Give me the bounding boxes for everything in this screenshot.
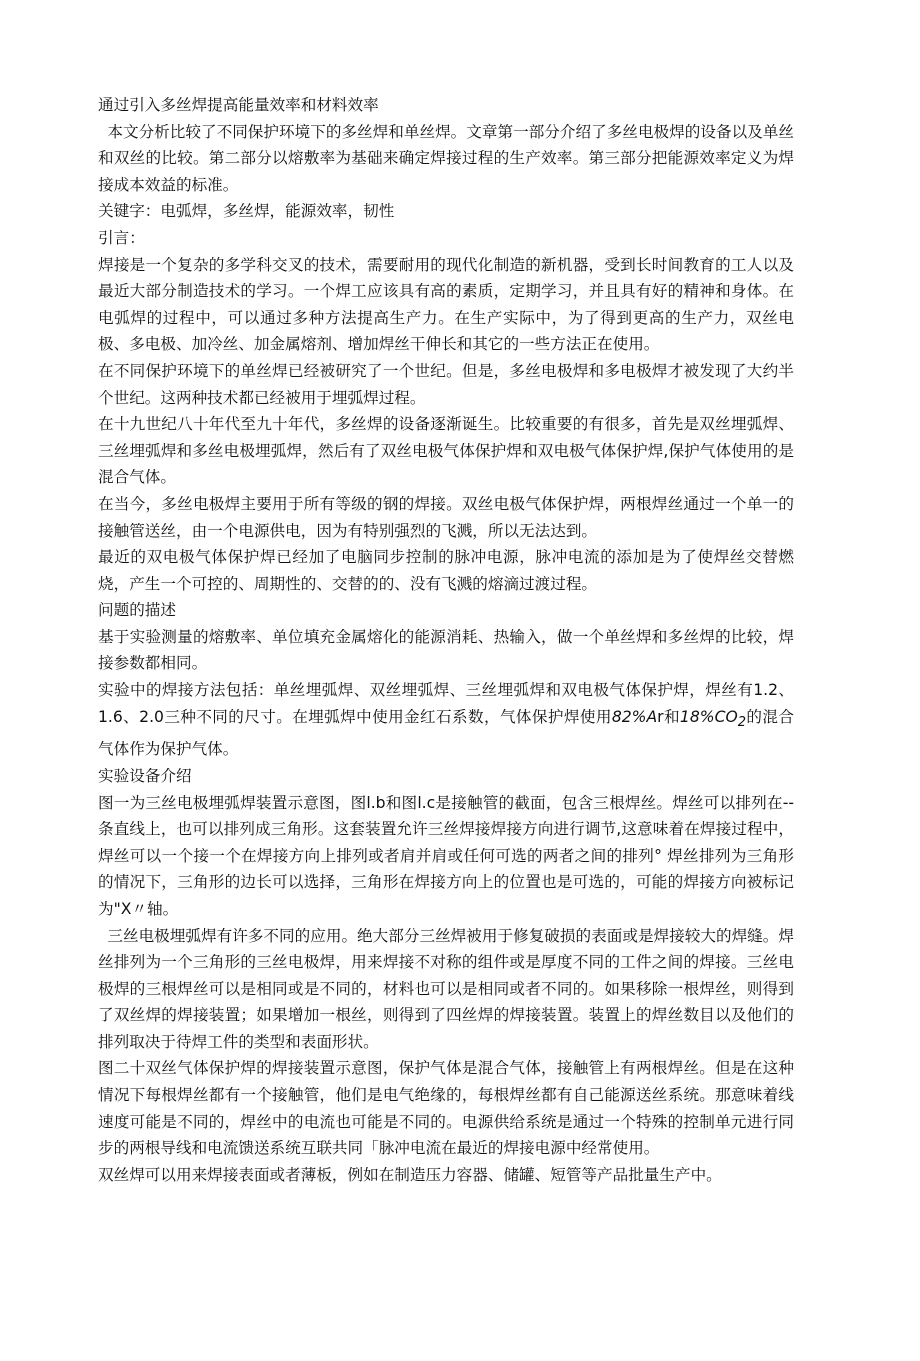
methods-paragraph [98,677,794,763]
intro-paragraph: 在十九世纪八十年代至九十年代，多丝焊的设备逐渐诞生。比较重要的有很多，首先是双丝埋弧焊、三丝埋弧焊和多丝电极埋弧焊，然后有了双丝电极气体保护焊和双电极气体保护焊,保护气体使用的是混合气体。 [98,415,794,487]
intro-heading: 引言： [98,228,145,247]
equipment-paragraph: 三丝电极埋弧焊有许多不同的应用。绝大部分三丝焊被用于修复破损的表面或是焊接较大的焊缝。焊丝排列为一个三角形的三丝电极焊，用来焊接不对称的组件或是厚度不同的工件之间的焊接。三丝电极焊的三根焊丝可以是相同或是不同的，材料也可以是相同或者不同的。如果移除一根焊丝，则得到了双丝焊的焊接装置；如果增加一根丝，则得到了四丝焊的焊接装置。装置上的焊丝数目以及他们的排列取决于待焊工件的类型和表面形状。 [98,926,794,1051]
intro-paragraph: 在当今，多丝电极焊主要用于所有等级的钢的焊接。双丝电极气体保护焊，两根焊丝通过一个单一的接触管送丝，由一个电源供电，因为有特别强烈的飞溅，所以无法达到。 [98,494,794,540]
methods-gas-co2: 18%CO [679,707,738,726]
methods-gas-argon: 82%A [611,707,658,726]
methods-text-a: 实验中的焊接方法包括：单丝埋弧焊、双丝埋弧焊、三丝埋弧焊和双电极气体保护焊，焊丝有1.2、1.6、2.0三种不同的尺寸。在埋弧焊中使用金红石系数，气体保护焊使用 [98,681,794,726]
equipment-paragraph: 双丝焊可以用来焊接表面或者薄板，例如在制造压力容器、储罐、短管等产品批量生产中。 [98,1165,722,1184]
methods-text-b: r和 [657,707,680,726]
keywords-line: 关键字：电弧焊，多丝焊，能源效率，韧性 [98,202,395,221]
intro-paragraph: 最近的双电极气体保护焊已经加了电脑同步控制的脉冲电源，脉冲电流的添加是为了使焊丝交替燃烧，产生一个可控的、周期性的、交替的的、没有飞溅的熔滴过渡过程。 [98,548,794,593]
document-title: 通过引入多丝焊提高能量效率和材料效率 [98,96,379,114]
methods-text-c: 的混合气体作为保护气体。 [98,707,794,759]
intro-paragraph: 在不同保护环境下的单丝焊已经被研究了一个世纪。但是，多丝电极焊和多电极焊才被发现了大约半个世纪。这两种技术都已经被用于埋弧焊过程。 [98,361,794,407]
equipment-heading: 实验设备介绍 [98,766,192,785]
problem-heading: 问题的描述 [98,601,176,620]
intro-paragraph: 焊接是一个复杂的多学科交叉的技术，需要耐用的现代化制造的新机器，受到长时间教育的工人以及最近大部分制造技术的学习。一个焊工应该具有高的素质，定期学习，并且具有好的精神和身体。在电弧焊的过程中，可以通过多种方法提高生产力。在生产实际中，为了得到更高的生产力，双丝电极、多电极、加冷丝、加金属熔剂、增加焊丝干伸长和其它的一些方法正在使用。 [98,255,794,354]
methods-gas-co2-subscript: 2 [737,714,747,730]
equipment-paragraph: 图一为三丝电极埋弧焊装置示意图，图l.b和图l.c是接触管的截面，包含三根焊丝。焊丝可以排列在--条直线上，也可以排列成三角形。这套装置允许三丝焊接焊接方向进行调节,这意味着在焊接过程中，焊丝可以一个接一个在焊接方向上排列或者肩并肩或任何可选的两者之间的排列° 焊丝排列为三角形的情况下，三角形的边长可以选择，三角形在焊接方向上的位置也是可选的，可能的焊接方向被标记为"X〃轴。 [98,793,794,918]
abstract-paragraph: 本文分析比较了不同保护环境下的多丝焊和单丝焊。文章第一部分介绍了多丝电极焊的设备以及单丝和双丝的比较。第二部分以熔敷率为基础来确定焊接过程的生产效率。第三部分把能源效率定义为焊接成本效益的标准。 [98,122,794,194]
document-page [98,92,794,1188]
equipment-paragraph: 图二十双丝气体保护焊的焊接装置示意图，保护气体是混合气体，接触管上有两根焊丝。但是在这种情况下每根焊丝都有一个接触管，他们是电气绝缘的，每根焊丝都有自己能源送丝系统。那意味着线速度可能是不同的，焊丝中的电流也可能是不同的。电源供给系统是通过一个特殊的控制单元进行同步的两根导线和电流馈送系统互联共同「脉冲电流在最近的焊接电源中经常使用。 [98,1059,794,1158]
problem-paragraph: 基于实验测量的熔敷率、单位填充金属熔化的能源消耗、热输入，做一个单丝焊和多丝焊的比较，焊接参数都相同。 [98,627,794,673]
